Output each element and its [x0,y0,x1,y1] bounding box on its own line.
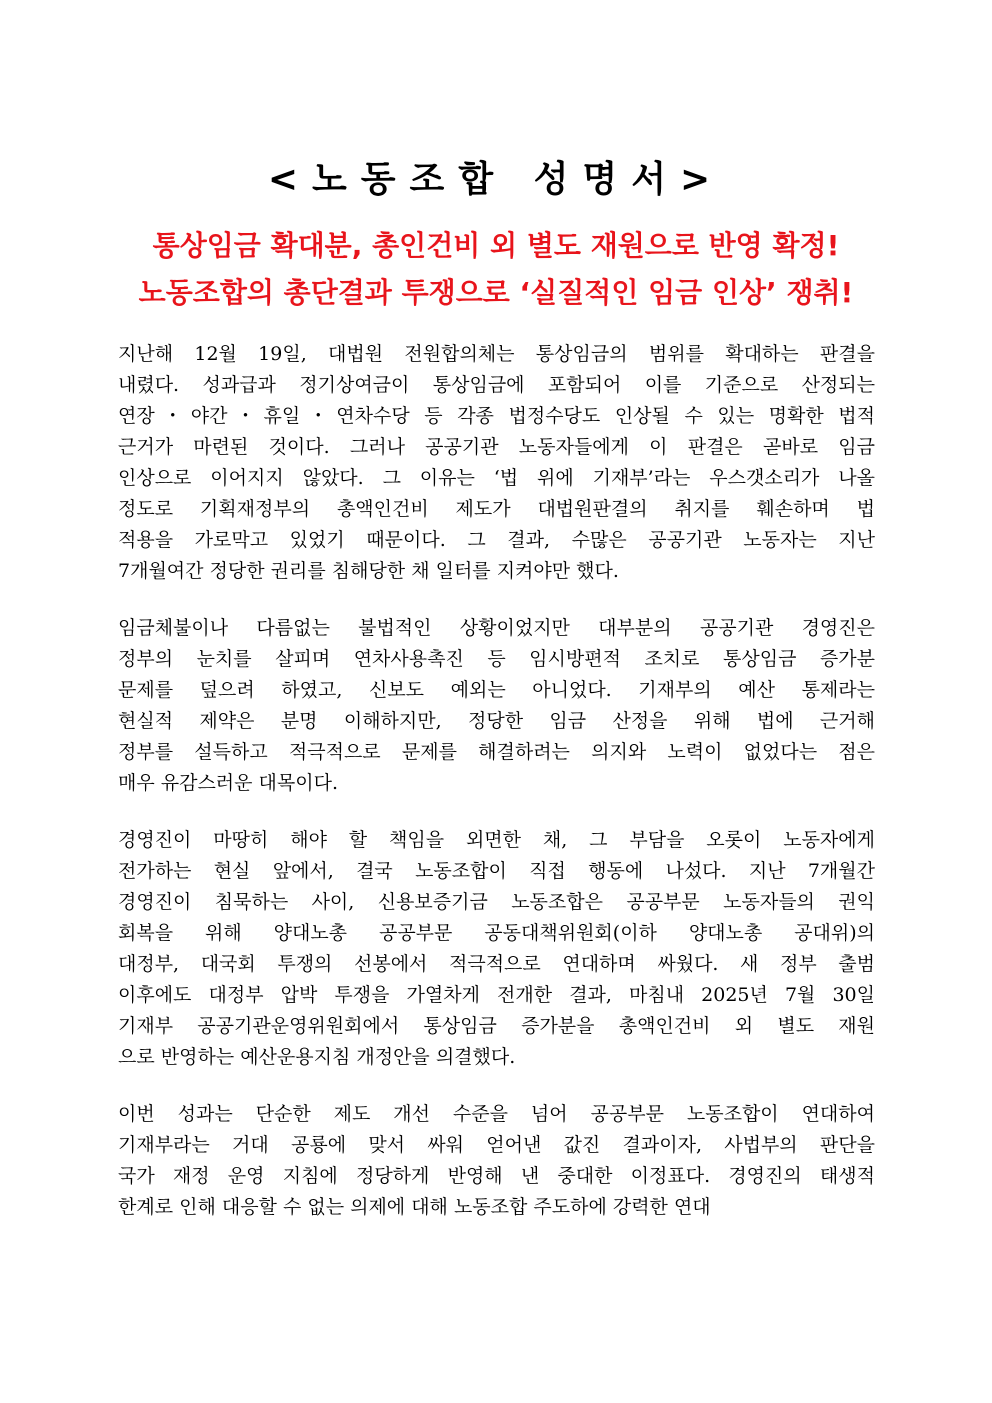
subtitle-line-1: 통상임금 확대분, 총인건비 외 별도 재원으로 반영 확정! [152,229,840,262]
paragraph-line: 정부를 설득하고 적극적으로 문제를 해결하려는 의지와 노력이 없었다는 점은 [118,741,875,763]
paragraph-line: 기재부라는 거대 공룡에 맞서 싸워 얻어낸 값진 결과이자, 사법부의 판단을 [118,1134,875,1156]
paragraph-line: 기재부 공공기관운영위원회에서 통상임금 증가분을 총액인건비 외 별도 재원 [118,1015,875,1037]
paragraph-line: 내렸다. 성과급과 정기상여금이 통상임금에 포함되어 이를 기준으로 산정되는 [118,374,875,396]
paragraph-line: 현실적 제약은 분명 이해하지만, 정당한 임금 산정을 위해 법에 근거해 [118,710,875,732]
paragraph-line: 정부의 눈치를 살피며 연차사용촉진 등 임시방편적 조치로 통상임금 증가분 [118,648,875,670]
paragraph-4 [118,1099,875,1223]
paragraph-line: 임금체불이나 다름없는 불법적인 상황이었지만 대부분의 공공기관 경영진은 [118,617,875,639]
subtitle-line-2: 노동조합의 총단결과 투쟁으로 ‘실질적인 임금 인상’ 쟁취! [138,276,854,309]
paragraph-line: 대정부, 대국회 투쟁의 선봉에서 적극적으로 연대하며 싸웠다. 새 정부 출범 [118,953,875,975]
paragraph-line: 으로 반영하는 예산운용지침 개정안을 의결했다. [118,1046,516,1068]
paragraph-line: 7개월여간 정당한 권리를 침해당한 채 일터를 지켜야만 했다. [118,560,619,582]
paragraph-line: 문제를 덮으려 하였고, 신보도 예외는 아니었다. 기재부의 예산 통제라는 [118,679,875,701]
paragraph-2 [118,613,875,799]
paragraph-line: 회복을 위해 양대노총 공공부문 공동대책위원회(이하 양대노총 공대위)의 [118,922,875,944]
paragraph-line: 국가 재정 운영 지침에 정당하게 반영해 낸 중대한 이정표다. 경영진의 태생적 [118,1165,875,1187]
paragraph-line: 경영진이 침묵하는 사이, 신용보증기금 노동조합은 공공부문 노동자들의 권익 [118,891,875,913]
paragraph-line: 경영진이 마땅히 해야 할 책임을 외면한 채, 그 부담을 오롯이 노동자에게 [118,829,875,851]
paragraph-line: 매우 유감스러운 대목이다. [118,772,339,794]
paragraph-line: 정도로 기획재정부의 총액인건비 제도가 대법원판결의 취지를 훼손하며 법 [118,498,875,520]
paragraph-line: 전가하는 현실 앞에서, 결국 노동조합이 직접 행동에 나섰다. 지난 7개월간 [118,860,875,882]
paragraph-3 [118,825,875,1073]
paragraph-line: 지난해 12월 19일, 대법원 전원합의체는 통상임금의 범위를 확대하는 판결을 [118,343,875,365]
paragraph-1 [118,339,875,587]
paragraph-line: 인상으로 이어지지 않았다. 그 이유는 ‘법 위에 기재부’라는 우스갯소리가 나올 [118,467,875,489]
paragraph-line: 한계로 인해 대응할 수 없는 의제에 대해 노동조합 주도하에 강력한 연대 [118,1196,711,1218]
paragraph-line: 이번 성과는 단순한 제도 개선 수준을 넘어 공공부문 노동조합이 연대하여 [118,1103,875,1125]
paragraph-line: 근거가 마련된 것이다. 그러나 공공기관 노동자들에게 이 판결은 곧바로 임금 [118,436,875,458]
paragraph-line: 연장・야간・휴일・연차수당 등 각종 법정수당도 인상될 수 있는 명확한 법적 [118,405,875,427]
paragraph-line: 이후에도 대정부 압박 투쟁을 가열차게 전개한 결과, 마침내 2025년 7월 30일 [118,984,875,1006]
paragraph-line: 적용을 가로막고 있었기 때문이다. 그 결과, 수많은 공공기관 노동자는 지난 [118,529,875,551]
statement-body [118,339,875,1249]
document-title: <노동조합 성명서> [267,159,725,200]
